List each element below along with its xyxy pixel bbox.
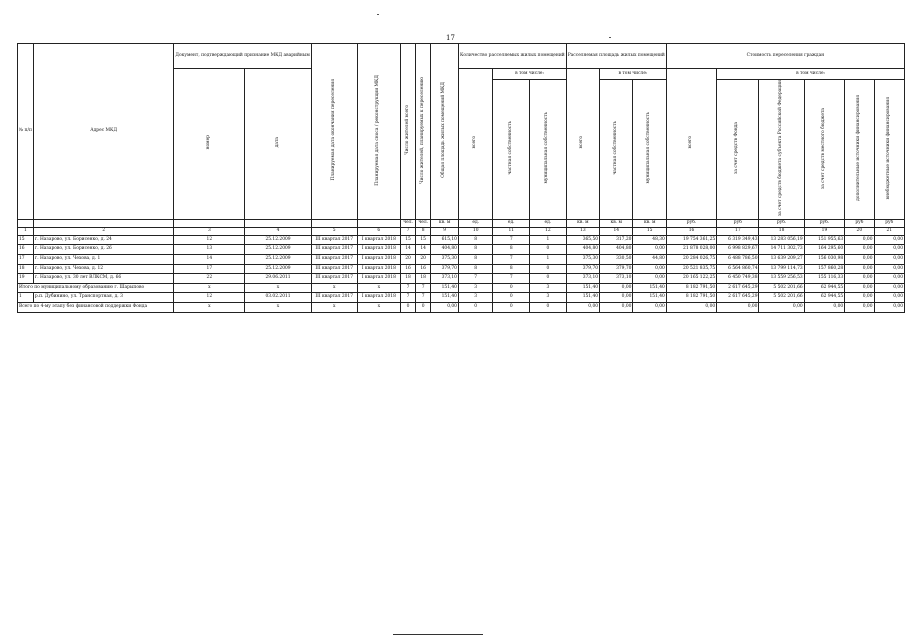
cell-doc-date: 25.12.2009 <box>245 235 311 245</box>
header-row-1 <box>18 44 905 69</box>
col-cost-extra-header: дополнительные источники финансирования <box>855 95 861 202</box>
subtotal-row <box>18 283 905 293</box>
col-count-incl-header: в том числе: <box>493 69 566 80</box>
unit-cell: ед. <box>530 219 567 227</box>
cell-area-private: 379,70 <box>600 264 633 274</box>
col-number: 18 <box>759 227 804 235</box>
cell-count: 8 <box>458 264 492 274</box>
cell-cost-fund: 6 998 829,67 <box>717 245 759 255</box>
cell-area: 375,30 <box>566 255 599 265</box>
col-number: 9 <box>431 227 459 235</box>
units-row <box>18 219 905 227</box>
unit-cell: кв. м <box>431 219 459 227</box>
col-number: 4 <box>245 227 311 235</box>
table-row <box>18 245 905 255</box>
unit-cell: руб. <box>804 219 845 227</box>
cell-cost: 8 182 791,50 <box>666 283 716 293</box>
cell-plan-end: III квартал 2017 <box>311 264 357 274</box>
col-cost-local-header: за счет средств местного бюджета <box>821 107 827 189</box>
cell-count-municipal: 3 <box>530 283 567 293</box>
table-row <box>18 293 905 303</box>
cell-plan-end: III квартал 2017 <box>311 255 357 265</box>
cell-cost-region: 13 283 056,19 <box>759 235 804 245</box>
cell-cost-region: 5 502 201,66 <box>759 283 804 293</box>
column-number-row <box>18 227 905 235</box>
cell-residents-plan: 15 <box>416 235 431 245</box>
cell-n: 17 <box>18 255 34 265</box>
cell-residents-plan: 16 <box>416 264 431 274</box>
cell-plan-demolish: х <box>357 303 400 313</box>
cell-cost-fund: 0,00 <box>717 303 759 313</box>
cell-cost-extra: 0,00 <box>845 274 874 284</box>
cell-doc-num: 13 <box>174 245 245 255</box>
cell-cost-region: 13 559 256,53 <box>759 274 804 284</box>
cell-cost-excess: 0,00 <box>874 255 905 265</box>
cell-doc-date: 25.12.2009 <box>245 255 311 265</box>
cell-doc-num: 14 <box>174 255 245 265</box>
cell-doc-date: 03.02.2011 <box>245 293 311 303</box>
total-row <box>18 303 905 313</box>
cell-cost-extra: 0,00 <box>845 245 874 255</box>
cell-cost-extra: 0,00 <box>845 235 874 245</box>
cell-count-municipal: 0 <box>530 274 567 284</box>
cell-doc-date: х <box>245 303 311 313</box>
cell-count-private: 8 <box>493 264 530 274</box>
cell-cost-excess: 0,00 <box>874 274 905 284</box>
col-number: 13 <box>566 227 599 235</box>
cell-cost-excess: 0,00 <box>874 293 905 303</box>
cell-area-private: 330,50 <box>600 255 633 265</box>
cell-residents: 14 <box>400 245 415 255</box>
cell-count-private: 7 <box>493 235 530 245</box>
cell-cost-fund: 2 617 645,29 <box>717 293 759 303</box>
table-row <box>18 274 905 284</box>
cell-count: 8 <box>458 235 492 245</box>
cell-address: г. Назарово, ул. Борисенко, д. 26 <box>33 245 174 255</box>
col-address-header: Адрес МКД <box>33 44 174 220</box>
unit-cell: кв. м <box>600 219 633 227</box>
cell-area-municipal: 151,40 <box>633 283 666 293</box>
cell-cost: 20 521 835,75 <box>666 264 716 274</box>
cell-count: 8 <box>458 245 492 255</box>
cell-cost-excess: 0,00 <box>874 303 905 313</box>
cell-plan-demolish: х <box>357 283 400 293</box>
cell-address: р.п. Дубинино, ул. Транспортная, д. 3 <box>33 293 174 303</box>
cell-doc-num: 17 <box>174 264 245 274</box>
cell-area-private: 0,00 <box>600 303 633 313</box>
cell-cost-region: 13 799 114,73 <box>759 264 804 274</box>
cell-cost-fund: 6 450 749,38 <box>717 274 759 284</box>
col-count-municipal-header: муниципальная собственность <box>544 112 550 184</box>
cell-doc-date: 29.06.2011 <box>245 274 311 284</box>
col-area-all-header: всего <box>579 136 585 149</box>
col-cost-group-header: Стоимость переселения граждан <box>666 44 904 69</box>
table-row <box>18 264 905 274</box>
cell-doc-num: х <box>174 283 245 293</box>
resettlement-table <box>17 43 905 313</box>
unit-cell: руб <box>717 219 759 227</box>
cell-plan-demolish: I квартал 2018 <box>357 235 400 245</box>
cell-plan-demolish: I квартал 2018 <box>357 274 400 284</box>
col-number: 6 <box>357 227 400 235</box>
cell-cost-extra: 0,00 <box>845 264 874 274</box>
col-cost-all-header: всего <box>688 136 694 149</box>
cell-n: 15 <box>18 235 34 245</box>
col-number: 16 <box>666 227 716 235</box>
col-area-group-header: Расселяемая площадь жилых помещений <box>566 44 666 69</box>
col-cost-fund-header: за счет средств Фонда <box>734 122 740 175</box>
unit-cell: руб. <box>666 219 716 227</box>
col-plan-demolish-header: Планируемая дата сноса / реконструкции МКД <box>375 74 381 186</box>
table-row <box>18 235 905 245</box>
cell-plan-end: III квартал 2017 <box>311 293 357 303</box>
cell-area-municipal: 44,80 <box>633 255 666 265</box>
cell-count-municipal: 1 <box>530 235 567 245</box>
cell-cost-extra: 0,00 <box>845 283 874 293</box>
cell-address: г. Назарово, ул. Чехова, д. 12 <box>33 264 174 274</box>
unit-cell: ед. <box>458 219 492 227</box>
col-number: 2 <box>33 227 174 235</box>
cell-cost-fund: 6 564 860,74 <box>717 264 759 274</box>
table-row <box>18 255 905 265</box>
cell-count: 8 <box>458 255 492 265</box>
cell-cost-region: 14 711 302,73 <box>759 245 804 255</box>
cell-n: 1 <box>18 293 34 303</box>
cell-cost-local: 157 860,28 <box>804 264 845 274</box>
cell-residents-plan: 7 <box>416 293 431 303</box>
cell-residents: 0 <box>400 303 415 313</box>
cell-cost-extra: 0,00 <box>845 255 874 265</box>
col-number: 10 <box>458 227 492 235</box>
unit-cell: руб <box>874 219 905 227</box>
cell-area-private: 0,00 <box>600 293 633 303</box>
cell-residents-plan: 14 <box>416 245 431 255</box>
cell-area-municipal: 48,30 <box>633 235 666 245</box>
cell-residents-plan: 18 <box>416 274 431 284</box>
cell-area-private: 317,20 <box>600 235 633 245</box>
cell-total-area: 373,10 <box>431 274 459 284</box>
cell-cost-excess: 0,00 <box>874 245 905 255</box>
col-number: 3 <box>174 227 245 235</box>
cell-cost: 0,00 <box>666 303 716 313</box>
cell-residents: 18 <box>400 274 415 284</box>
unit-cell: руб. <box>759 219 804 227</box>
cell-total-area: 404,80 <box>431 245 459 255</box>
col-number: 14 <box>600 227 633 235</box>
cell-cost-extra: 0,00 <box>845 303 874 313</box>
unit-cell: руб <box>845 219 874 227</box>
col-residents-total-header: Число жителей всего <box>404 105 410 156</box>
cell-cost-region: 13 639 209,27 <box>759 255 804 265</box>
col-count-all-header: всего <box>472 136 478 149</box>
col-residents-plan-header: Число жителей, планируемых к переселению <box>419 76 425 184</box>
unit-cell: чел. <box>400 219 415 227</box>
cell-area-municipal: 0,00 <box>633 245 666 255</box>
cell-plan-demolish: I квартал 2018 <box>357 245 400 255</box>
cell-cost: 20 284 026,75 <box>666 255 716 265</box>
col-number: 7 <box>400 227 415 235</box>
cell-address: г. Назарово, ул. 30 лет ВЛКСМ, д. 66 <box>33 274 174 284</box>
cell-area-municipal: 0,00 <box>633 303 666 313</box>
cell-cost-local: 151 955,63 <box>804 235 845 245</box>
col-number: 19 <box>804 227 845 235</box>
cell-residents-plan: 20 <box>416 255 431 265</box>
cell-total-area: 0,00 <box>431 303 459 313</box>
cell-total-area: 151,40 <box>431 283 459 293</box>
cell-cost: 19 754 361,25 <box>666 235 716 245</box>
col-number: 20 <box>845 227 874 235</box>
cell-total-area: 151,40 <box>431 293 459 303</box>
cell-area-private: 373,10 <box>600 274 633 284</box>
subtotal-label: Итого по муниципальному образованию г. Шарыпово <box>18 283 174 293</box>
cell-plan-end: III квартал 2017 <box>311 235 357 245</box>
scan-edge-line <box>393 634 483 635</box>
col-number: 11 <box>493 227 530 235</box>
cell-area: 0,00 <box>566 303 599 313</box>
col-cost-region-header: за счет средств бюджета субъекта Российской Федерации <box>778 80 784 217</box>
cell-plan-end: х <box>311 283 357 293</box>
col-cost-incl-header: в том числе: <box>717 69 905 80</box>
unit-cell: кв. м <box>633 219 666 227</box>
cell-cost-extra: 0,00 <box>845 293 874 303</box>
cell-cost-region: 5 502 201,66 <box>759 293 804 303</box>
cell-count-private: 0 <box>493 283 530 293</box>
cell-area: 404,80 <box>566 245 599 255</box>
cell-doc-num: 22 <box>174 274 245 284</box>
cell-plan-end: III квартал 2017 <box>311 245 357 255</box>
cell-count-municipal: 0 <box>530 303 567 313</box>
cell-cost: 20 165 122,25 <box>666 274 716 284</box>
cell-residents-plan: 0 <box>416 303 431 313</box>
cell-cost-local: 0,00 <box>804 303 845 313</box>
cell-doc-date: 25.12.2009 <box>245 264 311 274</box>
cell-area-private: 0,00 <box>600 283 633 293</box>
cell-total-area: 615,10 <box>431 235 459 245</box>
col-count-group-header: Количество расселяемых жилых помещений <box>458 44 566 69</box>
cell-residents: 20 <box>400 255 415 265</box>
cell-count-municipal: 1 <box>530 255 567 265</box>
col-plan-end-header: Планируемая дата окончания переселения <box>330 79 336 181</box>
cell-cost-region: 0,00 <box>759 303 804 313</box>
col-area-incl-header: в том числе: <box>600 69 667 80</box>
cell-area: 151,40 <box>566 293 599 303</box>
col-number: 1 <box>18 227 34 235</box>
cell-count: 7 <box>458 274 492 284</box>
cell-total-area: 375,30 <box>431 255 459 265</box>
cell-count-private: 0 <box>493 293 530 303</box>
cell-cost-local: 155 116,33 <box>804 274 845 284</box>
col-cost-excess-header: внебюджетные источники финансирования <box>885 96 891 200</box>
cell-doc-num: 12 <box>174 293 245 303</box>
cell-cost-local: 62 944,55 <box>804 283 845 293</box>
cell-plan-end: х <box>311 303 357 313</box>
col-number: 12 <box>530 227 567 235</box>
cell-cost: 21 878 028,00 <box>666 245 716 255</box>
cell-plan-end: III квартал 2017 <box>311 274 357 284</box>
cell-total-area: 379,70 <box>431 264 459 274</box>
cell-count: 3 <box>458 293 492 303</box>
cell-cost-excess: 0,00 <box>874 264 905 274</box>
cell-area-municipal: 0,00 <box>633 274 666 284</box>
col-doc-header: Документ, подтверждающий признание МКД аварийным <box>174 44 311 69</box>
unit-cell: ед. <box>493 219 530 227</box>
col-number: 21 <box>874 227 905 235</box>
cell-area: 379,70 <box>566 264 599 274</box>
page-number: 17 <box>446 34 455 42</box>
cell-cost-fund: 6 319 349,43 <box>717 235 759 245</box>
cell-area-municipal: 0,00 <box>633 264 666 274</box>
cell-cost: 8 182 791,50 <box>666 293 716 303</box>
cell-plan-demolish: I квартал 2018 <box>357 255 400 265</box>
cell-area-private: 404,80 <box>600 245 633 255</box>
cell-area: 151,40 <box>566 283 599 293</box>
cell-cost-fund: 6 488 786,50 <box>717 255 759 265</box>
cell-n: 19 <box>18 274 34 284</box>
cell-address: г. Назарово, ул. Борисенко, д. 24 <box>33 235 174 245</box>
cell-count: 3 <box>458 283 492 293</box>
cell-n: 18 <box>18 264 34 274</box>
cell-residents: 7 <box>400 293 415 303</box>
cell-area-municipal: 151,40 <box>633 293 666 303</box>
cell-count: 0 <box>458 303 492 313</box>
total-label: Всего по 4-му этапу без финансовой поддержки Фонда <box>18 303 174 313</box>
cell-cost-excess: 0,00 <box>874 235 905 245</box>
cell-cost-excess: 0,00 <box>874 283 905 293</box>
cell-count-private: 8 <box>493 245 530 255</box>
cell-doc-num: 12 <box>174 235 245 245</box>
col-doc-num-header: номер <box>205 135 211 150</box>
col-number: 8 <box>416 227 431 235</box>
col-area-private-header: частная собственность <box>612 121 618 175</box>
col-n-header: № п/п <box>18 44 34 220</box>
cell-doc-num: х <box>174 303 245 313</box>
cell-doc-date: х <box>245 283 311 293</box>
cell-cost-local: 164 295,60 <box>804 245 845 255</box>
col-count-private-header: частная собственность <box>507 121 513 175</box>
cell-plan-demolish: I квартал 2018 <box>357 293 400 303</box>
scan-speck <box>609 37 611 38</box>
cell-residents-plan: 7 <box>416 283 431 293</box>
cell-count-private: 7 <box>493 255 530 265</box>
cell-doc-date: 25.12.2009 <box>245 245 311 255</box>
cell-cost-local: 62 944,55 <box>804 293 845 303</box>
cell-residents: 7 <box>400 283 415 293</box>
cell-count-private: 0 <box>493 303 530 313</box>
cell-residents: 16 <box>400 264 415 274</box>
cell-count-private: 7 <box>493 274 530 284</box>
cell-count-municipal: 3 <box>530 293 567 303</box>
cell-plan-demolish: I квартал 2018 <box>357 264 400 274</box>
col-area-municipal-header: муниципальная собственность <box>646 112 652 184</box>
cell-cost-local: 156 030,98 <box>804 255 845 265</box>
cell-count-municipal: 0 <box>530 245 567 255</box>
unit-cell: кв. м <box>566 219 599 227</box>
cell-n: 16 <box>18 245 34 255</box>
col-total-area-header: Общая площадь жилых помещений МКД <box>441 82 447 178</box>
scan-speck <box>377 14 379 15</box>
col-number: 15 <box>633 227 666 235</box>
cell-address: г. Назарово, ул. Чехова, д. 1 <box>33 255 174 265</box>
col-number: 17 <box>717 227 759 235</box>
cell-cost-fund: 2 617 645,29 <box>717 283 759 293</box>
col-number: 5 <box>311 227 357 235</box>
cell-count-municipal: 0 <box>530 264 567 274</box>
cell-area: 373,10 <box>566 274 599 284</box>
cell-residents: 15 <box>400 235 415 245</box>
cell-area: 365,50 <box>566 235 599 245</box>
unit-cell: чел. <box>416 219 431 227</box>
col-doc-date-header: дата <box>274 137 280 148</box>
